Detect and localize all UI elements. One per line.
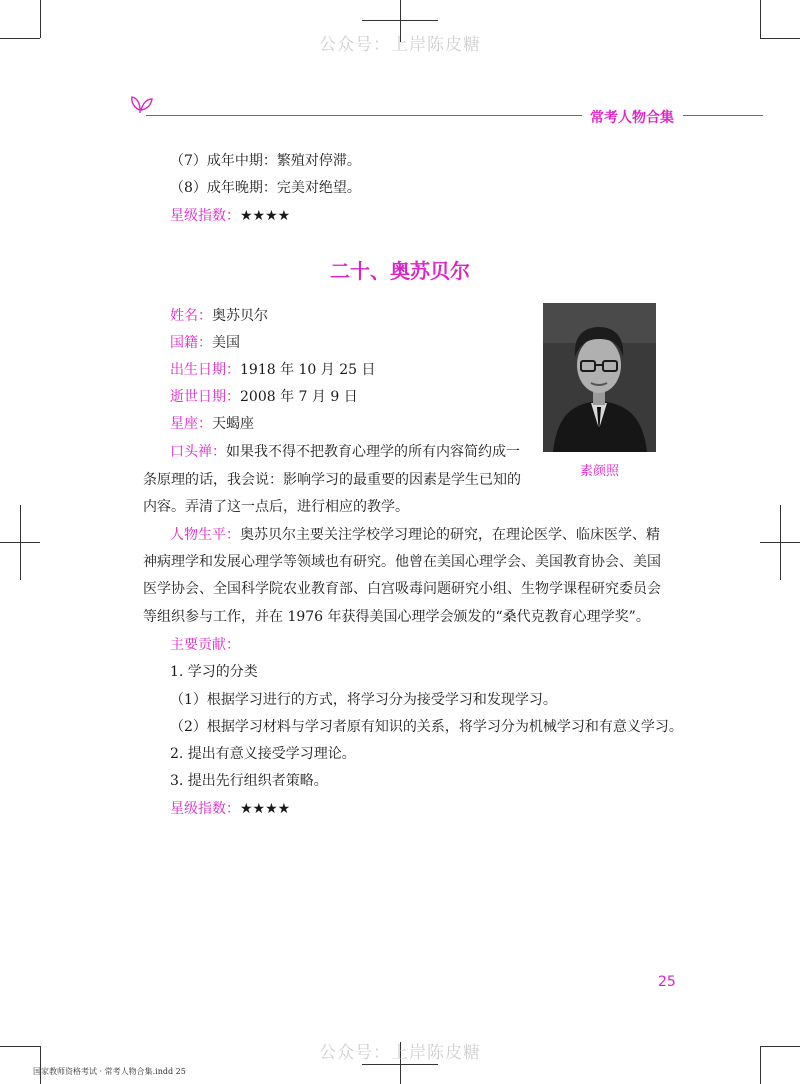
bio-label: 人物生平： [170,527,240,543]
photo-caption: 素颜照 [579,464,619,479]
portrait-image [543,303,656,452]
profile-death [170,387,358,407]
nationality-label: 国籍： [170,335,212,351]
profile-birth [170,360,376,380]
death-label: 逝世日期： [170,389,240,405]
crop-mark [20,505,21,580]
star-icons: ★★★★ [240,208,291,224]
contrib-item-1b: （2）根据学习材料与学习者原有知识的关系，将学习分为机械学习和有意义学习。 [170,719,683,735]
contrib-item-3: 3. 提出先行组织者策略。 [170,773,328,789]
zodiac-label: 星座： [170,416,212,432]
bio-line-3: 医学协会、全国科学院农业教育部、白宫吸毒问题研究小组、生物学课程研究委员会 [143,581,661,597]
watermark-bottom: 公众号：上岸陈皮糖 [319,1043,481,1063]
profile-nationality [170,333,240,353]
star-rating-prev [170,206,290,226]
footer-filename: 国家教师资格考试 · 常考人物合集.indd 25 [33,1067,186,1076]
stage-8: （8）成年晚期：完美对绝望。 [170,180,361,196]
star-label: 星级指数： [170,801,240,817]
contrib-item-2: 2. 提出有意义接受学习理论。 [170,746,356,762]
birth-label: 出生日期： [170,362,240,378]
contrib-item-1: 1. 学习的分类 [170,664,258,680]
section-title: 二十、奥苏贝尔 [330,259,470,283]
watermark-top: 公众号：上岸陈皮糖 [319,35,481,55]
zodiac-value: 天蝎座 [212,416,254,432]
section-tag: 常考人物合集 [590,110,674,126]
profile-zodiac [170,414,254,434]
profile-motto [170,442,520,462]
bio-line-1 [170,525,660,545]
star-rating [170,799,290,819]
portrait-photo [543,303,656,452]
motto-line-3: 内容。弄清了这一点后，进行相应的教学。 [143,499,409,515]
contrib-label: 主要贡献： [170,637,240,653]
profile-name [170,306,268,326]
birth-value: 1918 年 10 月 25 日 [240,362,376,378]
death-value: 2008 年 7 月 9 日 [240,389,358,405]
star-icons: ★★★★ [240,801,291,817]
bio-line-2: 神病理学和发展心理学等领域也有研究。他曾在美国心理学会、美国教育协会、美国 [143,554,661,570]
header-rule-right [683,115,763,116]
name-label: 姓名： [170,308,212,324]
motto-label: 口头禅： [170,444,226,460]
nationality-value: 美国 [212,335,240,351]
star-label: 星级指数： [170,208,240,224]
header-rule-left [146,115,582,116]
motto-line-1: 如果我不得不把教育心理学的所有内容简约成一 [226,444,520,460]
stage-7: （7）成年中期：繁殖对停滞。 [170,153,361,169]
bio-text-1: 奥苏贝尔主要关注学校学习理论的研究，在理论医学、临床医学、精 [240,527,660,543]
crop-mark [780,505,781,580]
page-number: 25 [658,974,676,990]
leaf-icon [128,94,154,114]
motto-line-2: 条原理的话，我会说：影响学习的最重要的因素是学生已知的 [143,472,521,488]
contrib-item-1a: （1）根据学习进行的方式，将学习分为接受学习和发现学习。 [170,692,557,708]
name-value: 奥苏贝尔 [212,308,268,324]
bio-line-4: 等组织参与工作，并在 1976 年获得美国心理学会颁发的“桑代克教育心理学奖”。 [143,609,650,625]
